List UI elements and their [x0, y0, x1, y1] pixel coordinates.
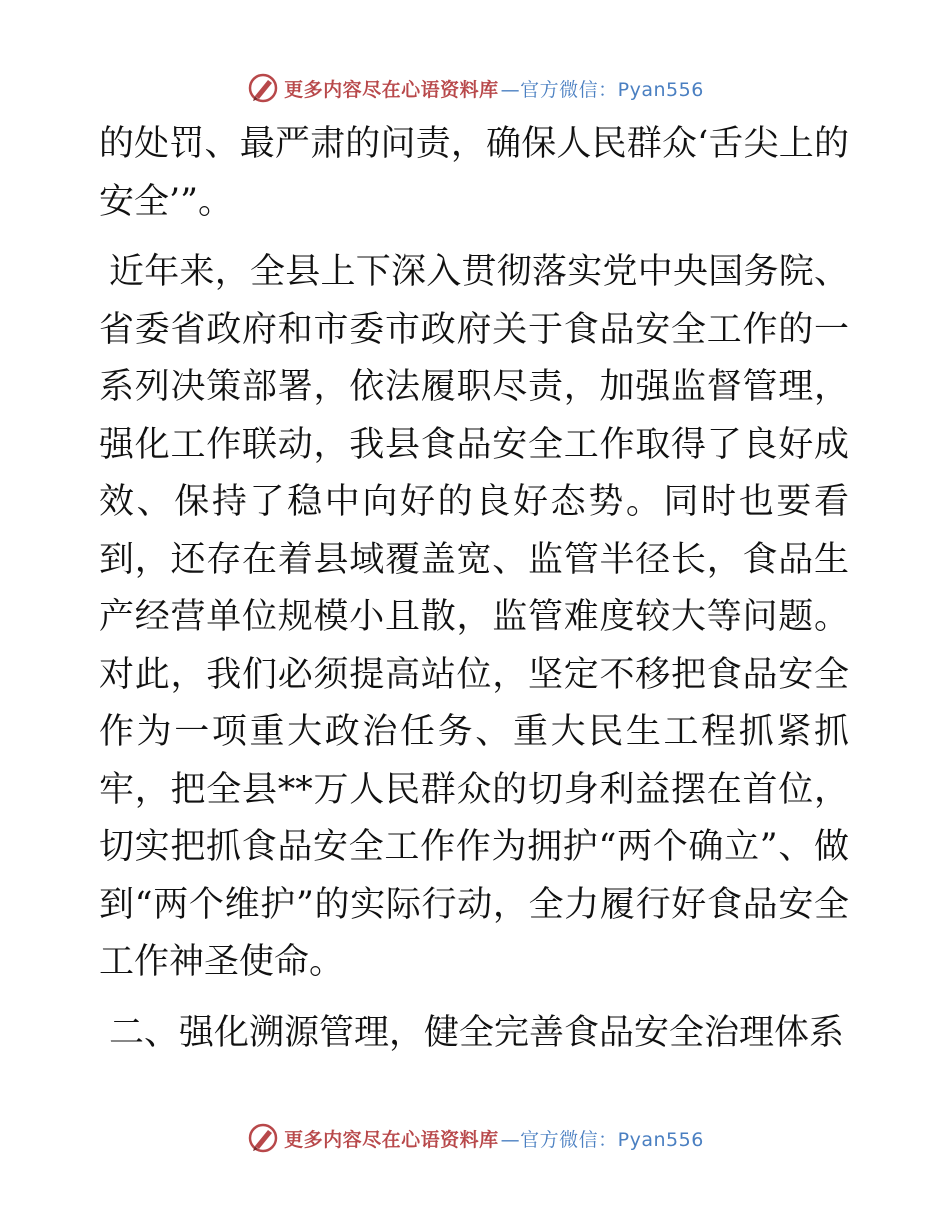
footer-brand-text: 更多内容尽在心语资料库	[284, 1128, 499, 1151]
footer-contact-text: —官方微信：Pyan556	[500, 1128, 704, 1151]
header-contact-text: —官方微信：Pyan556	[500, 78, 704, 101]
section-heading: 二、强化溯源管理，健全完善食品安全治理体系	[109, 1012, 845, 1053]
pen-logo-icon	[246, 71, 280, 105]
header-brand-text: 更多内容尽在心语资料库	[284, 78, 499, 101]
header-watermark	[0, 71, 950, 105]
paragraph-main: 近年来，全县上下深入贯彻落实党中央国务院、省委省政府和市委市政府关于食品安全工作的一系列决策部署，依法履职尽责，加强监督管理，强化工作联动，我县食品安全工作取得了良好成效、保持了稳中向好的良好态势。同时也要看到，还存在着县域覆盖宽、监管半径长，食品生产经营单位规模小且散，监管难度较大等问题。对此，我们必须提高站位，坚定不移把食品安全作为一项重大政治任务、重大民生工程抓紧抓牢，把全县**万人民群众的切身利益摆在首位，切实把抓食品安全工作作为拥护“两个确立”、做到“两个维护”的实际行动，全力履行好食品安全工作神圣使命。	[99, 252, 849, 982]
document-body	[99, 116, 849, 1062]
footer-watermark	[0, 1121, 950, 1155]
pen-logo-icon	[246, 1121, 280, 1155]
paragraph-continued: 的处罚、最严肃的问责，确保人民群众‘舌尖上的安全’”。	[99, 124, 849, 222]
